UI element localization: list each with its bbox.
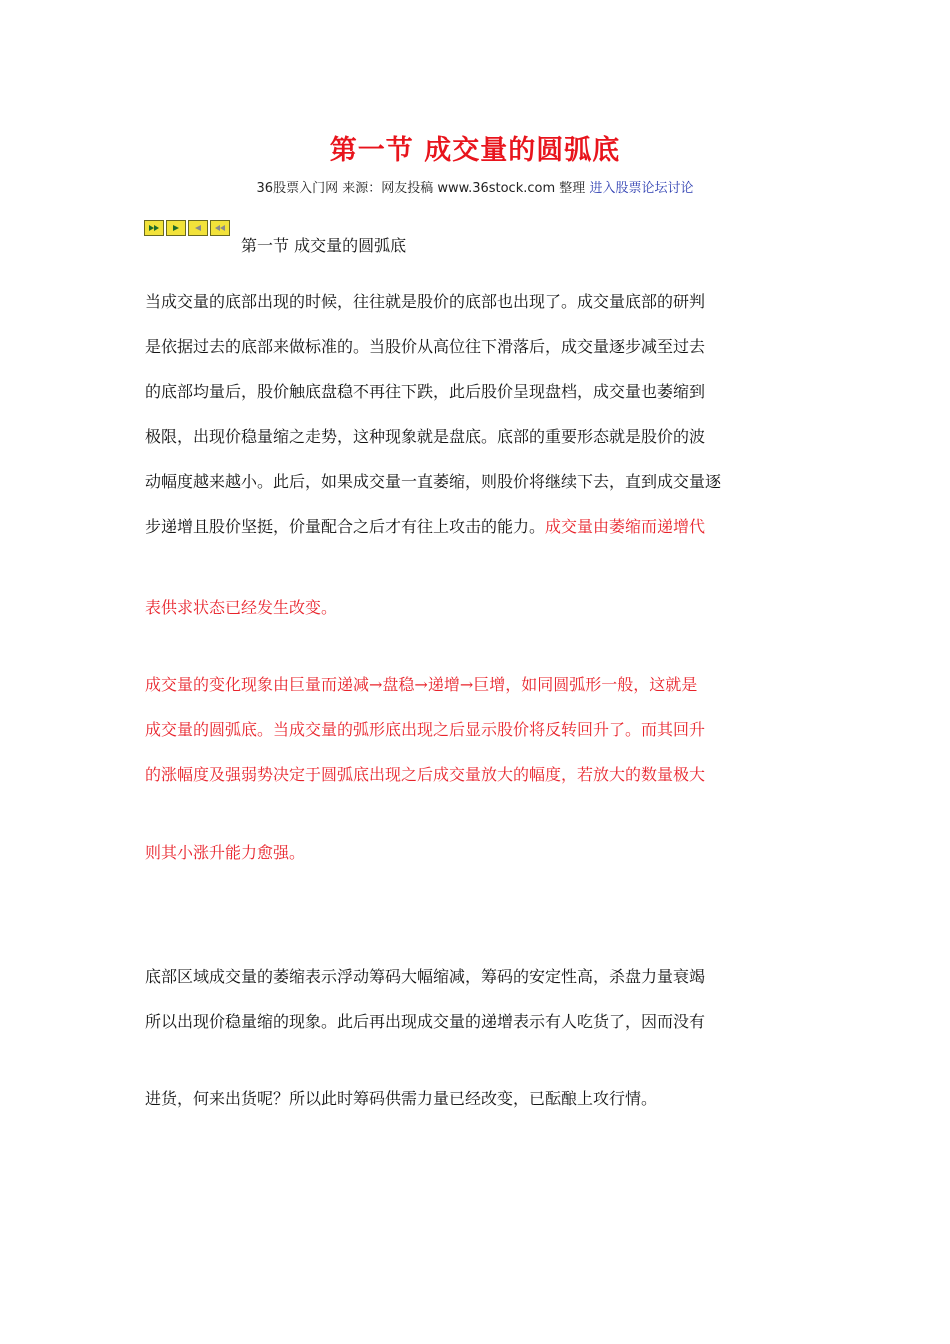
source-site-number: 36 bbox=[256, 181, 274, 196]
paragraph-1 bbox=[145, 279, 815, 549]
paragraph-line: 极限，出现价稳量缩之走势，这种现象就是盘底。底部的重要形态就是股价的波 bbox=[145, 427, 706, 446]
paragraph-line: 当成交量的底部出现的时候，往往就是股价的底部也出现了。成交量底部的研判 bbox=[145, 292, 706, 311]
source-domain: www.36stock.com bbox=[437, 181, 556, 196]
highlight-line: 表供求状态已经发生改变。 bbox=[145, 598, 338, 617]
highlight-line: 的涨幅度及强弱势决定于圆弧底出现之后成交量放大的幅度，若放大的数量极大 bbox=[145, 765, 706, 784]
previous-page-icon[interactable] bbox=[166, 220, 186, 236]
highlight-line: 成交量的圆弧底。当成交量的弧形底出现之后显示股价将反转回升了。而其回升 bbox=[145, 720, 706, 739]
paragraph-2 bbox=[145, 662, 815, 797]
paragraph-line: 是依据过去的底部来做标准的。当股价从高位往下滑落后，成交量逐步减至过去 bbox=[145, 337, 706, 356]
paragraph-1-tail bbox=[145, 585, 815, 630]
last-page-icon[interactable] bbox=[210, 220, 230, 236]
highlight-text: 成交量由萎缩而递增代 bbox=[545, 517, 706, 536]
forum-link[interactable]: 进入股票论坛讨论 bbox=[589, 181, 694, 196]
paragraph-2-tail bbox=[145, 830, 815, 875]
paragraph-3 bbox=[145, 954, 815, 1044]
paragraph-line: 的底部均量后，股价触底盘稳不再往下跌，此后股价呈现盘档，成交量也萎缩到 bbox=[145, 382, 706, 401]
highlight-line: 则其小涨升能力愈强。 bbox=[145, 843, 306, 862]
highlight-line: 成交量的变化现象由巨量而递减→盘稳→递增→巨增，如同圆弧形一般，这就是 bbox=[145, 675, 698, 694]
section-subheading: 第一节 成交量的圆弧底 bbox=[241, 236, 407, 255]
paragraph-3-tail bbox=[145, 1076, 815, 1121]
paragraph-line bbox=[145, 504, 815, 549]
page-nav bbox=[144, 220, 230, 236]
paragraph-line: 进货，何来出货呢？所以此时筹码供需力量已经改变，已酝酿上攻行情。 bbox=[145, 1089, 658, 1108]
first-page-icon[interactable] bbox=[144, 220, 164, 236]
source-site-name: 股票入门网 来源：网友投稿 bbox=[273, 181, 434, 196]
paragraph-text: 步递增且股价坚挺，价量配合之后才有往上攻击的能力。 bbox=[145, 517, 546, 536]
paragraph-line: 所以出现价稳量缩的现象。此后再出现成交量的递增表示有人吃货了，因而没有 bbox=[145, 1012, 706, 1031]
next-page-icon[interactable] bbox=[188, 220, 208, 236]
source-arranged: 整理 bbox=[559, 181, 586, 196]
paragraph-line: 动幅度越来越小。此后，如果成交量一直萎缩，则股价将继续下去，直到成交量逐 bbox=[145, 472, 722, 491]
source-line bbox=[0, 177, 950, 196]
paragraph-line: 底部区域成交量的萎缩表示浮动筹码大幅缩减，筹码的安定性高，杀盘力量衰竭 bbox=[145, 967, 706, 986]
page-title: 第一节 成交量的圆弧底 bbox=[329, 135, 621, 166]
